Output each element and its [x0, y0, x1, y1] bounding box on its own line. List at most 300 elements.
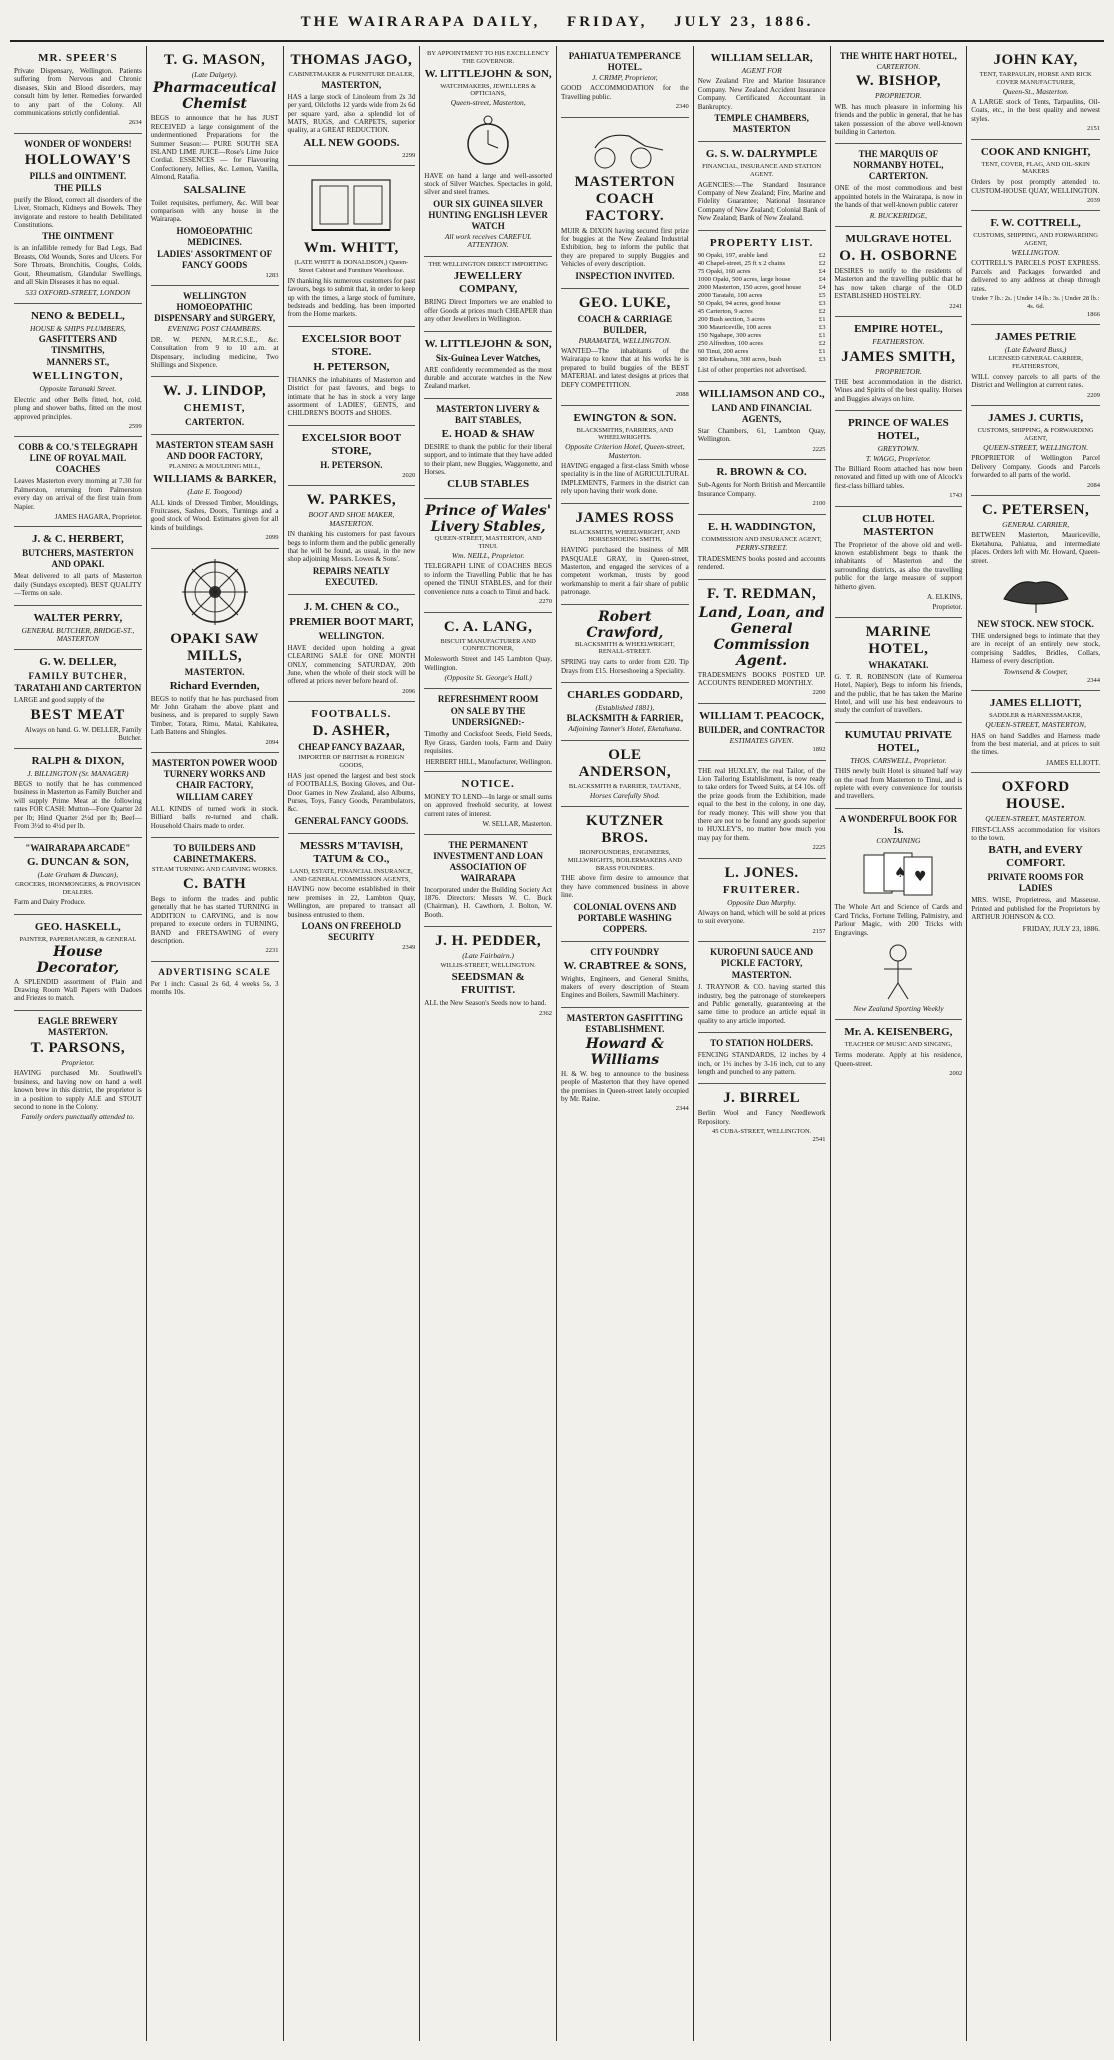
advert-subtitle: Proprietor.	[61, 1057, 95, 1067]
advert-place: Star Chambers, 61, Lambton Quay, Wellington.	[697, 427, 826, 444]
advert-subtitle: TENT, TARPAULIN, HORSE AND RICK COVER MANUFACTURER,	[979, 71, 1092, 86]
advert-williamson	[698, 382, 826, 460]
advert-title: PAHIATUA TEMPERANCE HOTEL.	[568, 51, 681, 72]
advert-heading: FOOTBALLS.	[311, 708, 392, 721]
advert-title: L. JONES.	[724, 864, 799, 881]
advert-body: Begs to inform the trades and public generally that he has started TURNING in ADDITION to CARVING, and is now prepared to execute orders in TURNING, BAND and FRETSAWING of every description.	[150, 895, 279, 946]
advert-inspection: INSPECTION INVITED.	[575, 270, 675, 281]
advert-title: WILLIAM SELLAR,	[710, 52, 813, 64]
advert-title: MASTERTON POWER WOOD TURNERY WORKS AND CHAIR FACTORY,	[151, 757, 278, 790]
advert-subtitle: PREMIER BOOT MART,	[289, 615, 414, 628]
advert-body-2: THE undersigned begs to intimate that they are in receipt of an entirely new stock, comprising Saddles, Bridles, Collars, Harness of every description.	[971, 631, 1100, 666]
property-row	[698, 260, 826, 268]
advert-subtitle-2: Commission Agent.	[713, 636, 810, 669]
advert-title: GEO. LUKE,	[578, 294, 671, 311]
advert-body: MONEY TO LEND—In large or small sums on approved freehold security, at lowest current rates of interest.	[424, 792, 552, 818]
advert-name: H. PETERSON.	[320, 459, 383, 470]
property-row	[698, 340, 826, 348]
advert-place: GREYTOWN.	[877, 444, 920, 454]
advert-body: Farm and Dairy Produce.	[14, 898, 86, 907]
advert-body: HAVE decided upon holding a great CLEARING SALE for ONE MONTH ONLY, commencing SATURDAY, 20th June, when the whole of their stock will be offered at prices never before heard of.	[287, 643, 416, 686]
advert-title: THE PERMANENT INVESTMENT AND LOAN ASSOCIATION OF WAIRARAPA	[433, 839, 544, 883]
advert-body: Horses Carefully Shod.	[589, 790, 660, 800]
advert-heading: WONDER OF WONDERS!	[24, 138, 132, 149]
advert-number: 2541	[812, 1136, 826, 1144]
advert-title: WILLIAMS & BARKER,	[153, 473, 277, 486]
advert-coach-factory	[561, 118, 689, 289]
advert-place: Opposite Criterion Hotel, Queen-street, Masterton.	[565, 442, 685, 460]
advert-title: MR. SPEER'S	[38, 52, 118, 64]
advert-subtitle: PLANING & MOULDING MILL,	[168, 463, 261, 471]
footer-date: FRIDAY, JULY 23, 1886.	[1022, 923, 1100, 933]
advert-number: 1866	[1087, 310, 1100, 318]
property-description: 2000 Masterton, 150 acres, good house	[697, 283, 802, 291]
advert-body: IN thanking his customers for past favours begs to inform them and the public generally that he will be found, as usual, in the new shop adjoining Messrs. Lowes & Sons'.	[287, 530, 416, 564]
advert-title: KUROFUNI SAUCE AND PICKLE FACTORY,	[710, 947, 814, 969]
advert-subtitle: CONTAINING	[876, 835, 921, 845]
advert-subtitle: CABINETMAKER & FURNITURE DEALER,	[288, 71, 415, 78]
advert-kay	[971, 46, 1100, 140]
property-description: 90 Opaki, 197, arable land	[697, 251, 768, 259]
advert-place: TARATAHI AND CARTERTON	[14, 683, 142, 694]
advert-excelsior-2	[288, 426, 416, 486]
advert-herbert	[14, 527, 142, 605]
advert-pedder	[424, 927, 552, 1023]
advert-neno-bedell	[14, 304, 142, 437]
advert-chen	[288, 595, 416, 702]
advert-subtitle: J. BILLINGTON (Sr. MANAGER)	[27, 768, 129, 778]
advert-heading: EMPIRE HOTEL,	[854, 323, 943, 336]
advert-subtitle: CHEAP FANCY BAZAAR,	[298, 742, 405, 753]
advert-place: WELLINGTON.	[318, 630, 385, 641]
advert-subtitle: CHEMIST,	[183, 402, 246, 415]
advert-cobb-co	[14, 437, 142, 527]
advert-name: T. WAGG, Proprietor.	[865, 453, 931, 463]
advert-subtitle: HOUSE & SHIPS PLUMBERS,	[29, 323, 126, 333]
column-7	[831, 46, 968, 2041]
advert-title: TO BUILDERS AND CABINETMAKERS.	[173, 843, 256, 865]
advert-opaki-saw-mills	[151, 549, 279, 753]
saddle-illustration-icon	[996, 569, 1076, 615]
advert-body: Always on hand, which will be sold at prices to suit everyone.	[697, 909, 826, 926]
advert-subtitle: (Late Dalgety).	[191, 70, 238, 79]
property-price: £5	[818, 291, 826, 299]
advert-body: Incorporated under the Building Society Act 1876. Directors: Messrs W. C. Buck (Chairman), H. Cawthorn, J. Bolton, W. Booth.	[424, 885, 552, 919]
advert-body: BEGS to announce that he has JUST RECEIVED a large consignment of the undermentioned Preparations for the Summer Season:— PURE SOUTH SEA ISLAND LIME JUICE—Rose's Lime Juice Cordial. ESSENCES — for Flavouring Confectionery, Jellies, &c. Lemon, Vanilla, Almond, Ratafia.	[150, 114, 279, 182]
advert-livery-stables	[424, 399, 552, 500]
property-price: £2	[818, 339, 826, 347]
property-description: 2000 Taratahi, 100 acres	[697, 291, 763, 299]
advert-subtitle: PAINTER, PAPERHANGER, & GENERAL	[19, 935, 137, 943]
advert-body: BEGS to notify that he has purchased from Mr John Graham the above plant and business, and is prepared to supply Sawn Timber, Totara, Rimu, Matai, Kahikatea, Lath Battens and Shingles.	[150, 694, 279, 737]
advert-body: HAVING engaged a first-class Smith whose speciality is in the line of AGRICULTURAL IMPLEMENTS, Farmers in the district can rely upon having their work done.	[561, 461, 689, 496]
advert-club-hotel	[835, 507, 963, 618]
advert-title: A WONDERFUL BOOK FOR 1s.	[839, 813, 958, 835]
advert-body: Meat delivered to all parts of Masterton daily (Sundays excepted). BEST QUALITY—Terms on sale.	[14, 572, 142, 598]
advert-subtitle: BLACKSMITH, WHEELWRIGHT, AND HORSESHOEING SMITH.	[569, 528, 680, 544]
advert-body: LARGE and good supply of the	[14, 696, 105, 705]
advert-subtitle: GENERAL CARRIER,	[1002, 519, 1070, 529]
advert-place: QUEEN-STREET, MASTERTON.	[985, 814, 1087, 824]
advert-body: ALL the New Season's Seeds now to hand.	[424, 999, 547, 1008]
advert-subtitle: FRUITERER.	[722, 883, 801, 896]
advert-body: TRADESMEN'S BOOKS POSTED UP. ACCOUNTS RENDERED MONTHLY.	[697, 670, 826, 687]
advert-title: COOK AND KNIGHT,	[980, 145, 1091, 158]
advert-number: 2002	[949, 1069, 963, 1077]
advert-signature: JAMES HAGARA, Proprietor.	[54, 512, 142, 521]
advert-line: GROCERS, IRONMONGERS, & PROVISION DEALERS.	[15, 880, 141, 896]
advert-petrie	[971, 325, 1100, 406]
property-price: £4	[818, 275, 826, 283]
advert-subtitle: (Late Graham & Duncan),	[37, 870, 119, 880]
advert-address: 533 OXFORD-STREET, LONDON	[25, 287, 131, 297]
advert-title: F. T. REDMAN,	[707, 585, 817, 602]
advert-place: PARAMATTA, WELLINGTON.	[578, 335, 672, 345]
advert-jewellery-company	[424, 257, 552, 332]
advert-number: 2270	[539, 598, 552, 606]
advert-body: Leaves Masterton every morning at 7.30 for Palmerston, returning from Palmerston every day on arrival of the first train from Napier.	[14, 477, 142, 511]
property-row	[698, 348, 826, 356]
advert-body: Sub-Agents for North British and Mercantile Insurance Company.	[697, 481, 826, 498]
advert-title: G. S. W. DALRYMPLE	[705, 148, 818, 161]
advert-work: All work receives CAREFUL ATTENTION.	[444, 231, 532, 250]
advert-best-meat: BEST MEAT	[30, 706, 126, 723]
advert-body: ALL kinds of Dressed Timber, Mouldings, Fruitcases, Sashes, Doors, Turnings and a good stock of Wood. Estimates given for all kinds of buildings.	[150, 498, 279, 532]
advert-body: Toilet requisites, perfumery, &c. Will bear comparison with any house in the Wairarapa.	[150, 198, 279, 224]
advert-rates: Under 7 lb.: 2s. | Under 14 lb.: 3s. | Under 28 lb.: 4s. 6d.	[971, 295, 1100, 310]
advert-whitt	[288, 166, 416, 327]
advert-body: A LARGE stock of Tents, Tarpaulins, Oil-Coats, etc., in the best quality and newest styles.	[971, 98, 1100, 123]
advert-title: TO STATION HOLDERS.	[710, 1038, 814, 1049]
advert-ralph-dixon	[14, 749, 142, 839]
advert-ewington	[561, 406, 689, 504]
advert-repairs: REPAIRS NEATLY EXECUTED.	[312, 565, 390, 587]
advert-signature: Family orders punctually attended to.	[21, 1112, 135, 1122]
property-row	[698, 252, 826, 260]
advert-prince-of-wales-stables	[424, 499, 552, 612]
advert-title: W. LITTLEJOHN & SON,	[424, 67, 552, 80]
property-price: £4	[818, 267, 826, 275]
advert-title: REFRESHMENT ROOM	[437, 694, 539, 705]
advert-number: 2349	[402, 944, 416, 952]
advert-heading: THE WHITE HART HOTEL,	[839, 51, 957, 61]
advert-speer	[14, 46, 142, 134]
advert-heading: CITY FOUNDRY	[590, 946, 660, 957]
advert-title: T. G. MASON,	[164, 52, 266, 68]
advert-title: THOMAS JAGO,	[290, 52, 413, 68]
advert-name: H. PETERSON,	[313, 360, 390, 373]
advert-place: CARTERTON.	[876, 62, 921, 71]
advert-title: JAMES SMITH,	[841, 348, 956, 365]
advert-title: Mr. A. KEISENBERG,	[844, 1026, 953, 1039]
advert-place: QUEEN-STREET, WELLINGTON.	[983, 442, 1089, 452]
property-price: £3	[818, 355, 826, 363]
advert-subtitle: TEACHER OF MUSIC AND SINGING,	[844, 1041, 953, 1049]
advert-subtitle: STEAM TURNING AND CARVING WORKS.	[151, 866, 278, 874]
advert-elliott	[971, 691, 1100, 773]
advert-station-holders	[698, 1033, 826, 1084]
advert-line: GASFITTERS AND TINSMITHS,	[38, 334, 118, 356]
property-row	[698, 300, 826, 308]
advert-number: 1283	[265, 271, 279, 279]
advert-number: 2094	[265, 738, 279, 746]
advert-subtitle: IRONFOUNDERS, ENGINEERS, MILLWRIGHTS, BOILERMAKERS AND BRASS FOUNDERS.	[567, 848, 682, 872]
advert-title: Wm. WHITT,	[303, 240, 399, 257]
column-6	[694, 46, 831, 2041]
property-description: 50 Opaki, 94 acres, good house	[697, 299, 781, 307]
advert-permanent-investment	[424, 835, 552, 928]
property-price: £1	[818, 347, 826, 355]
advert-title: MARINE HOTEL,	[865, 623, 932, 657]
advert-number: 2299	[402, 151, 416, 159]
advert-body: ESTIMATES GIVEN.	[729, 735, 794, 745]
advert-name: A. ELKINS,	[927, 593, 963, 601]
advert-body: DESIRES to notify to the residents of Masterton and the travelling public that he has now taken charge of the OLD ESTABLISHED HOSTELRY.	[834, 267, 963, 301]
advert-number: 2344	[675, 1105, 689, 1113]
advert-body: THIS newly built Hotel is situated half way on the road from Masterton to Tinui, and is replete with every convenience for tourists and travellers.	[834, 767, 963, 801]
advert-body: BEGS to notify that he has commenced business in Masterton as Family Butcher and will supply Prime Meat at the following rates FOR CASH: Mutton—Fore Quarter 2d per lb; Hind Quarter 2½d per lb; Beef—From 3½d to 4½d per lb.	[14, 780, 142, 831]
advert-title: CHARLES GODDARD,	[567, 688, 683, 701]
advert-subtitle: BISCUIT MANUFACTURER AND CONFECTIONER,	[440, 637, 536, 653]
advert-number: 2634	[128, 119, 142, 127]
advert-title: D. ASHER,	[312, 723, 391, 740]
advert-dalrymple	[698, 142, 826, 231]
advert-body: J. TRAYNOR & CO. having started this industry, beg the patronage of storekeepers and Public generally, guaranteeing at the same time to produce an article equal in quality to any article imported.	[697, 983, 826, 1025]
advert-note: List of other properties not advertised.	[697, 365, 807, 374]
advert-body: HAVING purchased Mr. Southwell's business, and having now on hand a well known brew in this district, the proprietor is in a position to supply ALE and STOUT second to none in the Colony.	[14, 1069, 142, 1111]
advert-number: 2084	[1087, 481, 1100, 489]
advert-body: MUIR & DIXON having secured first prize for buggies at the New Zealand Industrial Exhibition, beg to inform the public that they are prepared to supply Buggies and Vehicles of every description.	[561, 226, 689, 269]
advert-body: Orders by post promptly attended to. CUSTOM-HOUSE QUAY, WELLINGTON.	[971, 178, 1100, 195]
advert-title: THE MARQUIS OF NORMANBY HOTEL, CARTERTON.	[853, 149, 944, 182]
advert-signature: Always on hand. G. W. DELLER, Family Butcher.	[24, 725, 142, 743]
advert-body: TELEGRAPH LINE of COACHES BEGS to inform the Travelling Public that he has opened the TINUI STABLES, and for their convenience runs a coach to Tinui and back.	[424, 562, 552, 596]
column-2	[147, 46, 284, 2041]
advert-ovens: COLONIAL OVENS AND PORTABLE WASHING COPPERS.	[573, 901, 677, 934]
advert-name: C. BATH	[183, 876, 247, 892]
advert-signature: JAMES ELLIOTT.	[1046, 758, 1100, 767]
column-5	[557, 46, 694, 2041]
advert-heading: EAGLE BREWERY MASTERTON.	[37, 1015, 118, 1037]
advert-bath	[151, 838, 279, 962]
advert-place: WHAKATAKI.	[868, 659, 929, 670]
advert-waddington	[698, 515, 826, 580]
masthead-day: FRIDAY,	[567, 14, 648, 30]
playing-cards-icon	[858, 849, 938, 899]
advert-title: WALTER PERRY,	[33, 611, 123, 624]
advert-body: is an infallible remedy for Bad Legs, Bad Breasts, Old Wounds, Sores and Ulcers. For Sore Throats, Bronchitis, Coughs, Colds, Gout, Rheumatism, Glandular Swellings, and all Skin Diseases it has no equal.	[14, 244, 142, 287]
advert-town: WELLINGTON,	[32, 370, 124, 383]
advert-excelsior-1	[288, 327, 416, 426]
advert-body: DR. W. PENN, M.R.C.S.E., &c. Consultation from 9 to 10 a.m. at Dispensary, including medicine, Two Shillings and Sixpence.	[150, 335, 279, 369]
advert-body: THANKS the inhabitants of Masterton and District for past favours, and begs to intimate that he has in stock a very large assortment of LADIES', GENTS, and CHILDREN'S BOOTS and SHOES.	[287, 375, 416, 418]
property-row	[698, 332, 826, 340]
advert-subtitle: CUSTOMS, SHIPPING, & FORWARDING AGENT,	[977, 427, 1094, 443]
advert-body: AGENCIES:—The Standard Insurance Company of New Zealand; Fire, Marine and Fidelity Guarantee; National Insurance Company of New Zealand; Colonial Bank of New Zealand; Bank of New Zealand.	[697, 180, 826, 223]
advert-empire	[835, 317, 963, 411]
advert-subtitle: BUTCHERS, MASTERTON AND OPAKI.	[22, 548, 134, 570]
advert-signature: HERBERT HILL, Manufacturer, Wellington.	[425, 757, 552, 766]
advert-subtitle: BOOT AND SHOE MAKER, MASTERTON.	[308, 510, 395, 528]
advert-homoeopathic: HOMOEOPATHIC MEDICINES.	[176, 225, 253, 247]
advert-title: Howard & Williams	[585, 1035, 665, 1068]
property-row	[698, 316, 826, 324]
advert-subtitle: GENERAL BUTCHER, BRIDGE-ST., MASTERTON	[21, 625, 135, 643]
advert-title: R. BROWN & CO.	[716, 466, 807, 479]
advert-scale	[151, 962, 279, 1004]
advert-place: CARTERTON.	[185, 417, 245, 428]
advert-title: Prince of Wales' Livery Stables,	[425, 503, 552, 536]
advert-birrel	[698, 1084, 826, 1149]
advert-number: 2096	[402, 687, 416, 695]
advert-normanby	[835, 144, 963, 227]
property-description: 60 Tinui, 200 acres	[697, 347, 749, 355]
advert-body: Electric and other Bells fitted, hot, cold, plung and shower baths, fitted on the most approved principles.	[14, 395, 142, 421]
advert-title: W. CRABTREE & SONS,	[563, 959, 687, 972]
advert-property-list	[698, 231, 826, 382]
advert-body: New Zealand Fire and Marine Insurance Company. New Zealand Accident Insurance Company. Certificated Accountant in Bankruptcy.	[697, 77, 826, 111]
advert-title: J. M. CHEN & CO.,	[303, 600, 400, 613]
advert-number: 2100	[812, 500, 826, 508]
property-price: £3	[818, 323, 826, 331]
advert-subtitle: BLACKSMITH & WHEELWRIGHT, RENALL-STREET.	[574, 640, 675, 656]
advert-title: JAMES ROSS	[575, 509, 675, 526]
advert-keisenberg	[835, 1020, 963, 1083]
advert-place: TEMPLE CHAMBERS, MASTERTON	[714, 113, 809, 135]
advert-subtitle: Proprietor.	[932, 603, 963, 612]
advert-title: CLUB HOTEL MASTERTON	[862, 512, 935, 538]
advert-body: GOOD ACCOMMODATION for the Travelling public.	[561, 84, 689, 101]
advert-body: BRING Direct Importers we are enabled to offer Goods at prices much CHEAPER than any other Jewellers in Wellington.	[424, 298, 552, 324]
property-description: 40 Chapel-street, 25 ft x 2 chains	[697, 259, 786, 267]
advert-title: RALPH & DIXON,	[31, 754, 125, 767]
advert-lang	[424, 613, 552, 690]
column-8	[967, 46, 1104, 2041]
advert-number: 2088	[675, 391, 689, 399]
advert-anderson	[561, 741, 689, 807]
advert-notice	[424, 772, 552, 835]
svg-text:♠: ♠	[894, 865, 907, 882]
advert-section-ointment: THE OINTMENT	[42, 231, 114, 242]
advert-refreshment	[424, 689, 552, 772]
advert-subtitle: PROPRIETOR.	[875, 91, 922, 101]
advert-title: KUTZNER BROS.	[586, 812, 664, 846]
advert-number: 2099	[265, 534, 279, 542]
advert-number: 1743	[949, 492, 963, 500]
advert-body: HAVE on hand a large and well-assorted stock of Silver Watches. Spectacles in gold, silver and steel frames.	[424, 171, 552, 197]
advert-jones	[698, 859, 826, 943]
advert-title: E. HOAD & SHAW	[441, 427, 535, 440]
advert-title: OLE ANDERSON,	[578, 746, 672, 780]
advert-body: DESIRE to thank the public for their liberal support, and to intimate that they have added to their plant, new Buggies, Waggonette, and Horses.	[424, 442, 552, 477]
advert-body: Wrights, Engineers, and General Smiths, makers of every description of Steam Engines and Boilers, Sawmill Machinery.	[561, 974, 689, 1000]
advert-body: COTTRELL'S PARCELS POST EXPRESS. Parcels and Packages forwarded and delivered to any address at cheap through rates.	[971, 259, 1100, 293]
advert-subtitle: CUSTOMS, SHIPPING, AND FORWARDING AGENT,	[973, 232, 1098, 248]
property-row	[698, 356, 826, 364]
advert-title: W. LITTLEJOHN & SON,	[424, 337, 552, 350]
advert-late: (Late E. Toogood)	[187, 487, 242, 497]
advert-number: 2151	[1087, 125, 1100, 133]
advert-name: THOS. CARSWELL, Proprietor.	[850, 755, 947, 765]
advert-sellar	[698, 46, 826, 142]
advert-prince-of-wales-hotel	[835, 411, 963, 506]
advert-heading: MASTERTON STEAM SASH AND DOOR FACTORY,	[155, 440, 274, 462]
advert-number: 2599	[128, 422, 142, 430]
advert-title: HOLLOWAY'S	[24, 151, 131, 168]
property-row	[698, 292, 826, 300]
advert-jago	[288, 46, 416, 166]
advert-subtitle: (Late Fairbairn.)	[462, 951, 514, 961]
advert-kumutau	[835, 723, 963, 809]
advert-littlejohn-1	[424, 46, 552, 257]
advert-ladies: LADIES' ASSORTMENT OF FANCY GOODS	[157, 248, 273, 270]
advert-title: JAMES PETRIE	[995, 331, 1077, 344]
advert-name: WILLIAM CAREY	[175, 791, 254, 802]
advert-subtitle: BLACKSMITHS, FARRIERS, AND WHEELWRIGHTS.	[576, 426, 674, 442]
advert-subtitle: LAND, ESTATE, FINANCIAL INSURANCE, AND GENERAL COMMISSION AGENTS,	[290, 867, 413, 883]
property-price: £1	[818, 331, 826, 339]
advert-imprint: MRS. WISE, Proprietress, and Masseuse. Printed and published for the Proprietors by ARTHUR JOHNSON & CO.	[971, 896, 1100, 922]
advert-pahiatua-hotel	[561, 46, 689, 118]
property-price: £2	[818, 259, 826, 267]
advert-subtitle: FINANCIAL, INSURANCE AND STATION AGENT.	[702, 163, 822, 178]
advert-title: NENO & BEDELL,	[30, 309, 125, 322]
advert-body: IN thanking his numerous customers for past favours, begs to submit that, in order to keep up with the times, a large stock of furniture, bedsteads and bedding, has been imported from the Home markets.	[287, 276, 416, 319]
advert-parkes	[288, 486, 416, 594]
advert-eagle-brewery	[14, 1011, 142, 1128]
advert-number: 2157	[812, 927, 826, 935]
advert-title: OPAKI SAW MILLS,	[170, 630, 260, 664]
advert-place: MASTERTON.	[731, 970, 792, 981]
advert-ross	[561, 504, 689, 605]
pocket-watch-icon	[463, 112, 513, 168]
advert-heading: "WAIRARAPA ARCADE"	[25, 843, 131, 854]
advert-line: IMPORTER OF BRITISH & FOREIGN GOODS,	[298, 754, 405, 769]
advert-place: Opposite Dan Murphy.	[727, 897, 797, 907]
advert-homoeopathic-dispensary	[151, 286, 279, 377]
advert-subtitle: (Late Edward Buss,)	[1004, 345, 1067, 355]
advert-title: J. BIRREL	[723, 1090, 801, 1107]
advert-subtitle: COACH & CARRIAGE BUILDER,	[577, 313, 673, 335]
property-description: 250 Alfredton, 100 acres	[697, 339, 763, 347]
advert-signature: W. SELLAR, Masterton.	[482, 820, 552, 829]
advert-body: HAS a large stock of Linoleum from 2s 3d per yard, Oilcloths 12 yards wide from 2s 6d per square yard, also a splendid lot of MATS, RUGS, and CARPETS, superior quality, at a GREAT REDUCTION.	[287, 92, 416, 135]
advert-brown	[698, 460, 826, 514]
advert-cook-knight	[971, 140, 1100, 212]
masthead	[10, 14, 1104, 42]
advert-title: JAMES J. CURTIS,	[988, 412, 1084, 425]
advert-name: J. CRIMP, Proprietor,	[592, 73, 658, 82]
advert-subtitle: ON SALE BY THE UNDERSIGNED:-	[450, 706, 526, 728]
property-price: £1	[818, 315, 826, 323]
advert-williams-barker	[151, 435, 279, 548]
advert-subtitle: PRIVATE ROOMS FOR LADIES	[987, 872, 1084, 894]
advert-body: HAVING now become established in their new premises in 22, Lambton Quay, Wellington, are prepared to transact all business entrusted to them.	[287, 885, 416, 919]
advert-subtitle: BUILDER, and CONTRACTOR	[698, 724, 826, 735]
advert-headline: SEEDSMAN & FRUITIST.	[451, 971, 525, 997]
column-3	[284, 46, 421, 2041]
advert-subtitle: QUEEN-STREET, MASTERTON, AND TINUI.	[434, 535, 542, 551]
figure-illustration-icon	[868, 941, 928, 1001]
columns	[10, 46, 1104, 2041]
property-description: 300 Mauriceville, 100 acres	[697, 323, 772, 331]
property-row	[698, 268, 826, 276]
advert-carey	[151, 753, 279, 838]
property-description: 150 Ngahape, 300 acres	[697, 331, 762, 339]
advert-title: W. PARKES,	[306, 492, 397, 509]
advert-mulgrave	[835, 227, 963, 317]
advert-number: 2344	[1087, 676, 1100, 684]
